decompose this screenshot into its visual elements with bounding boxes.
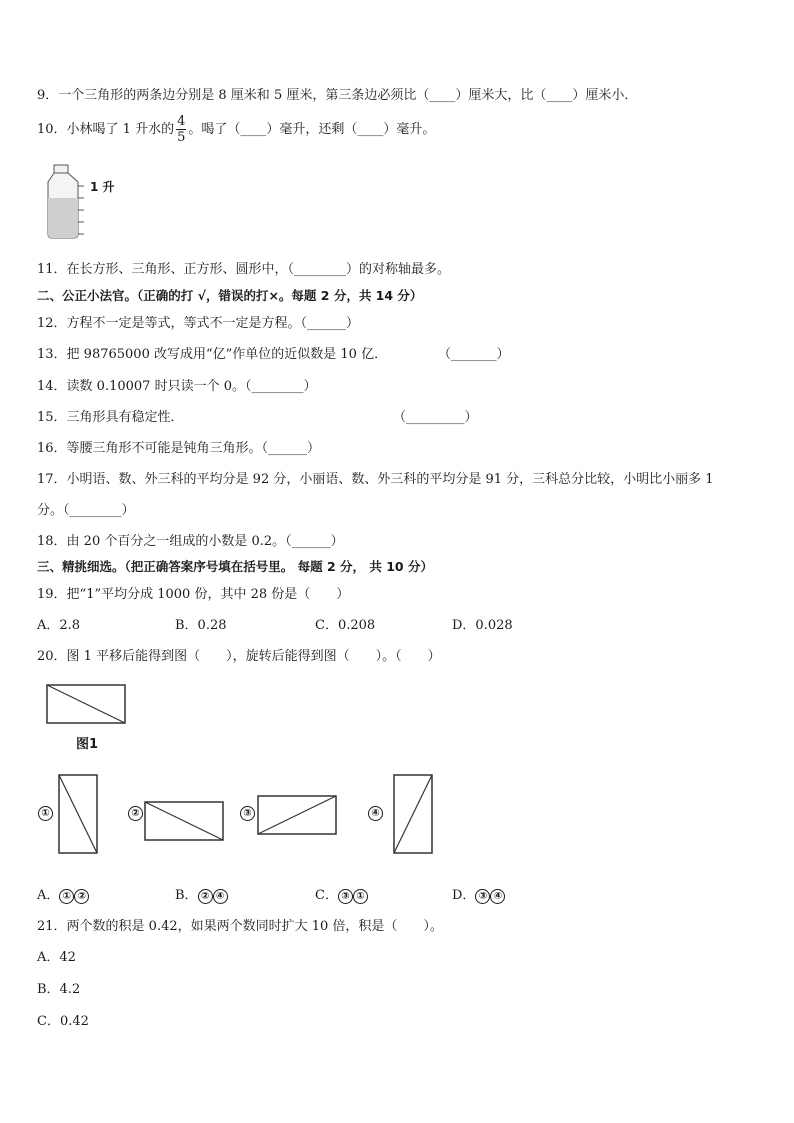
question-19-option-a: A．2.8 — [37, 618, 81, 633]
question-16: 16．等腰三角形不可能是钝角三角形。（______） — [37, 441, 321, 456]
question-13: 13．把 98765000 改写成用“亿”作单位的近似数是 10 亿． — [37, 347, 388, 362]
question-21-option-b: B．4.2 — [37, 982, 81, 997]
question-21-option-c: C．0.42 — [37, 1014, 89, 1029]
option-d-fig-2: ④ — [490, 889, 505, 904]
question-15-blank: （_________） — [393, 410, 478, 425]
option-c-prefix: C． — [315, 888, 338, 903]
figure-option-3 — [257, 795, 339, 837]
option-b-fig-2: ④ — [213, 889, 228, 904]
figure-label-1: ① — [38, 806, 53, 821]
figure-option-1 — [58, 774, 100, 856]
question-20-option-b — [175, 884, 228, 904]
question-18: 18．由 20 个百分之一组成的小数是 0.2。（______） — [37, 534, 344, 549]
question-20-option-a — [37, 884, 89, 904]
bottle-icon — [44, 162, 124, 242]
option-a-fig-1: ① — [59, 889, 74, 904]
question-14: 14．读数 0.10007 时只读一个 0。（________） — [37, 379, 317, 394]
figure-label-2: ② — [128, 806, 143, 821]
question-17-line-1: 17．小明语、数、外三科的平均分是 92 分，小丽语、数、外三科的平均分是 91 分，三科总分比较，小明比小丽多 1 — [37, 472, 714, 487]
question-21: 21．两个数的积是 0.42，如果两个数同时扩大 10 倍，积是（ ）。 — [37, 919, 443, 934]
question-13-blank: （_______） — [438, 347, 510, 362]
question-10-suffix: 。喝了（____）毫升，还剩（____）毫升。 — [188, 122, 436, 137]
question-17-line-2: 分。（________） — [37, 503, 135, 518]
question-20-option-d — [452, 884, 505, 904]
section-3-heading: 三、精挑细选。（把正确答案序号填在括号里。 每题 2 分， 共 10 分） — [37, 559, 433, 574]
question-10-prefix: 10．小林喝了 1 升水的 — [37, 122, 175, 137]
option-d-fig-1: ③ — [475, 889, 490, 904]
question-10 — [37, 114, 435, 145]
figure-1-label: 图1 — [76, 737, 99, 752]
figure-label-3: ③ — [240, 806, 255, 821]
question-19-option-d: D．0.028 — [452, 618, 513, 633]
fraction — [176, 114, 186, 145]
figure-option-4 — [393, 774, 435, 856]
figure-label-4: ④ — [368, 806, 383, 821]
question-9: 9．一个三角形的两条边分别是 8 厘米和 5 厘米，第三条边必须比（____）厘米大，比（____）厘米小． — [37, 88, 638, 103]
option-c-fig-2: ① — [353, 889, 368, 904]
question-20-option-c — [315, 884, 368, 904]
question-20: 20．图 1 平移后能得到图（ ），旋转后能得到图（ ）。（ ） — [37, 649, 441, 664]
question-15: 15．三角形具有稳定性． — [37, 410, 184, 425]
figure-option-2 — [144, 801, 226, 843]
fraction-denominator: 5 — [177, 130, 186, 145]
question-19-option-b: B．0.28 — [175, 618, 227, 633]
fraction-numerator: 4 — [177, 114, 186, 129]
figure-1-rectangle — [46, 684, 128, 726]
question-11: 11．在长方形、三角形、正方形、圆形中，（________）的对称轴最多。 — [37, 262, 451, 277]
option-c-fig-1: ③ — [338, 889, 353, 904]
question-12: 12．方程不一定是等式，等式不一定是方程。（______） — [37, 316, 360, 331]
option-b-prefix: B． — [175, 888, 198, 903]
question-21-option-a: A．42 — [37, 950, 76, 965]
option-d-prefix: D． — [452, 888, 476, 903]
question-19: 19．把“1”平均分成 1000 份，其中 28 份是（ ） — [37, 587, 350, 602]
bottle-label: 1 升 — [90, 180, 115, 194]
question-19-option-c: C．0.208 — [315, 618, 376, 633]
option-b-fig-1: ② — [198, 889, 213, 904]
option-a-prefix: A． — [37, 888, 60, 903]
section-2-heading: 二、公正小法官。（正确的打 √，错误的打×。每题 2 分，共 14 分） — [37, 288, 423, 303]
option-a-fig-2: ② — [74, 889, 89, 904]
